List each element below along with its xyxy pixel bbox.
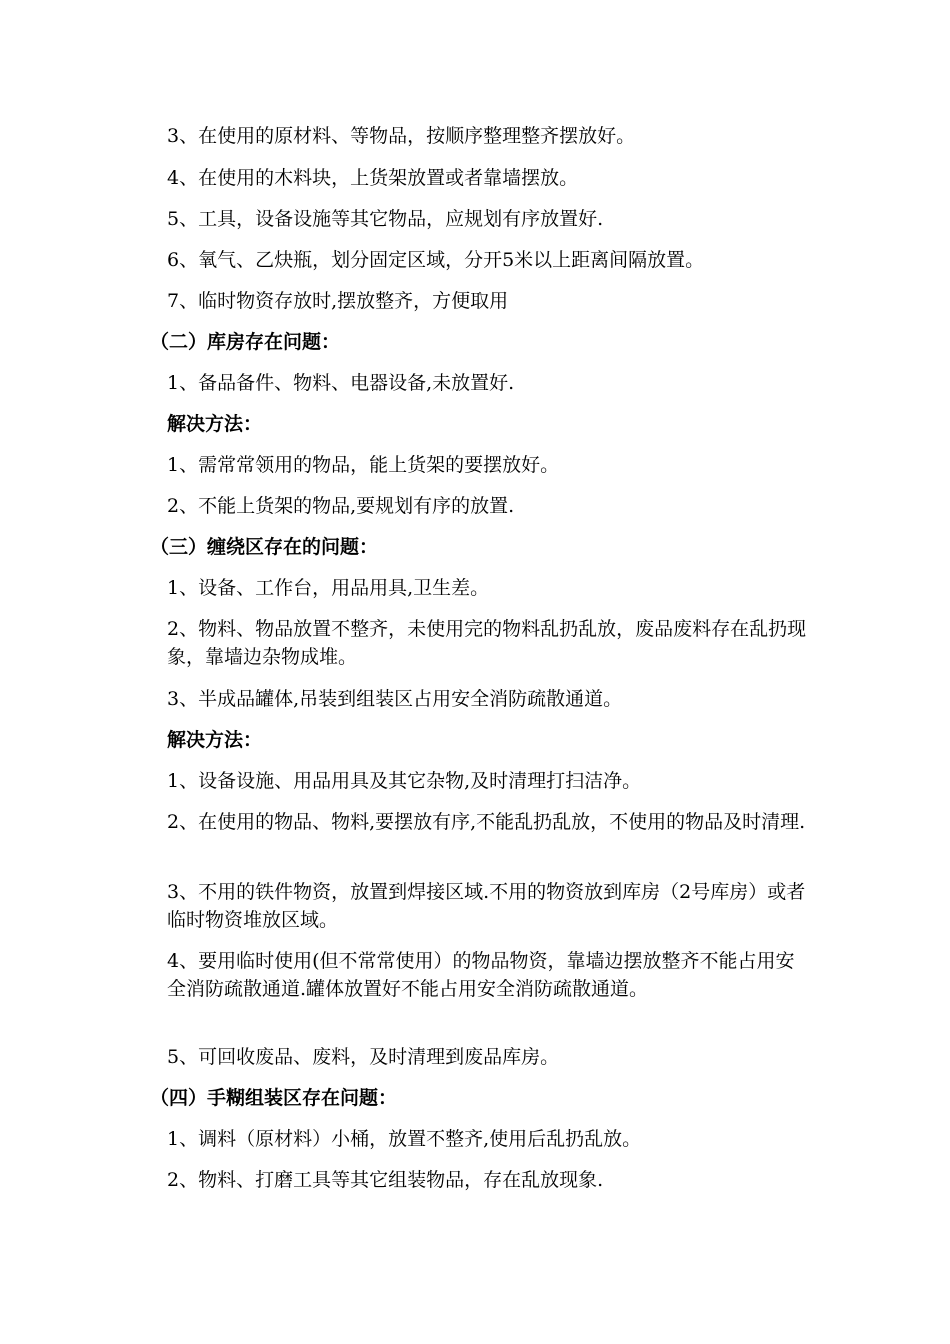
text-line: 6、氧气、乙炔瓶，划分固定区域，分开5米以上距离间隔放置。	[167, 249, 705, 271]
subheading: 解决方法：	[167, 413, 263, 435]
text-line: 2、物料、打磨工具等其它组装物品，存在乱放现象.	[167, 1169, 604, 1191]
section-heading: （三）缠绕区存在的问题：	[150, 536, 379, 558]
text-line: 1、设备设施、用品用具及其它杂物,及时清理打扫洁净。	[167, 770, 642, 792]
text-line: 2、在使用的物品、物料,要摆放有序,不能乱扔乱放，不使用的物品及时清理.	[167, 811, 806, 833]
text-line: 3、在使用的原材料、等物品，按顺序整理整齐摆放好。	[167, 125, 636, 147]
text-line: 5、工具，设备设施等其它物品，应规划有序放置好.	[167, 208, 604, 230]
text-line: 2、物料、物品放置不整齐，未使用完的物料乱扔乱放，废品废料存在乱扔现象，靠墙边杂物成堆。	[167, 618, 807, 668]
text-line: 7、临时物资存放时,摆放整齐，方便取用	[167, 290, 509, 312]
section-heading: （二）库房存在问题：	[150, 331, 341, 353]
text-line: 1、备品备件、物料、电器设备,未放置好.	[167, 372, 515, 394]
text-line: 5、可回收废品、废料，及时清理到废品库房。	[167, 1046, 560, 1068]
text-line: 1、调料（原材料）小桶，放置不整齐,使用后乱扔乱放。	[167, 1128, 642, 1150]
text-line: 4、在使用的木料块，上货架放置或者靠墙摆放。	[167, 167, 579, 189]
section-heading: （四）手糊组装区存在问题：	[150, 1087, 398, 1109]
text-line: 1、需常常领用的物品，能上货架的要摆放好。	[167, 454, 560, 476]
text-line: 4、要用临时使用(但不常常使用）的物品物资，靠墙边摆放整齐不能占用安全消防疏散通道.罐体放置好不能占用安全消防疏散通道。	[167, 950, 795, 1000]
text-line: 1、设备、工作台，用品用具,卫生差。	[167, 577, 490, 599]
text-line: 3、不用的铁件物资，放置到焊接区域.不用的物资放到库房（2号库房）或者临时物资堆放区域。	[167, 881, 806, 931]
text-line: 3、半成品罐体,吊装到组装区占用安全消防疏散通道。	[167, 688, 623, 710]
subheading: 解决方法：	[167, 729, 263, 751]
text-line: 2、不能上货架的物品,要规划有序的放置.	[167, 495, 515, 517]
